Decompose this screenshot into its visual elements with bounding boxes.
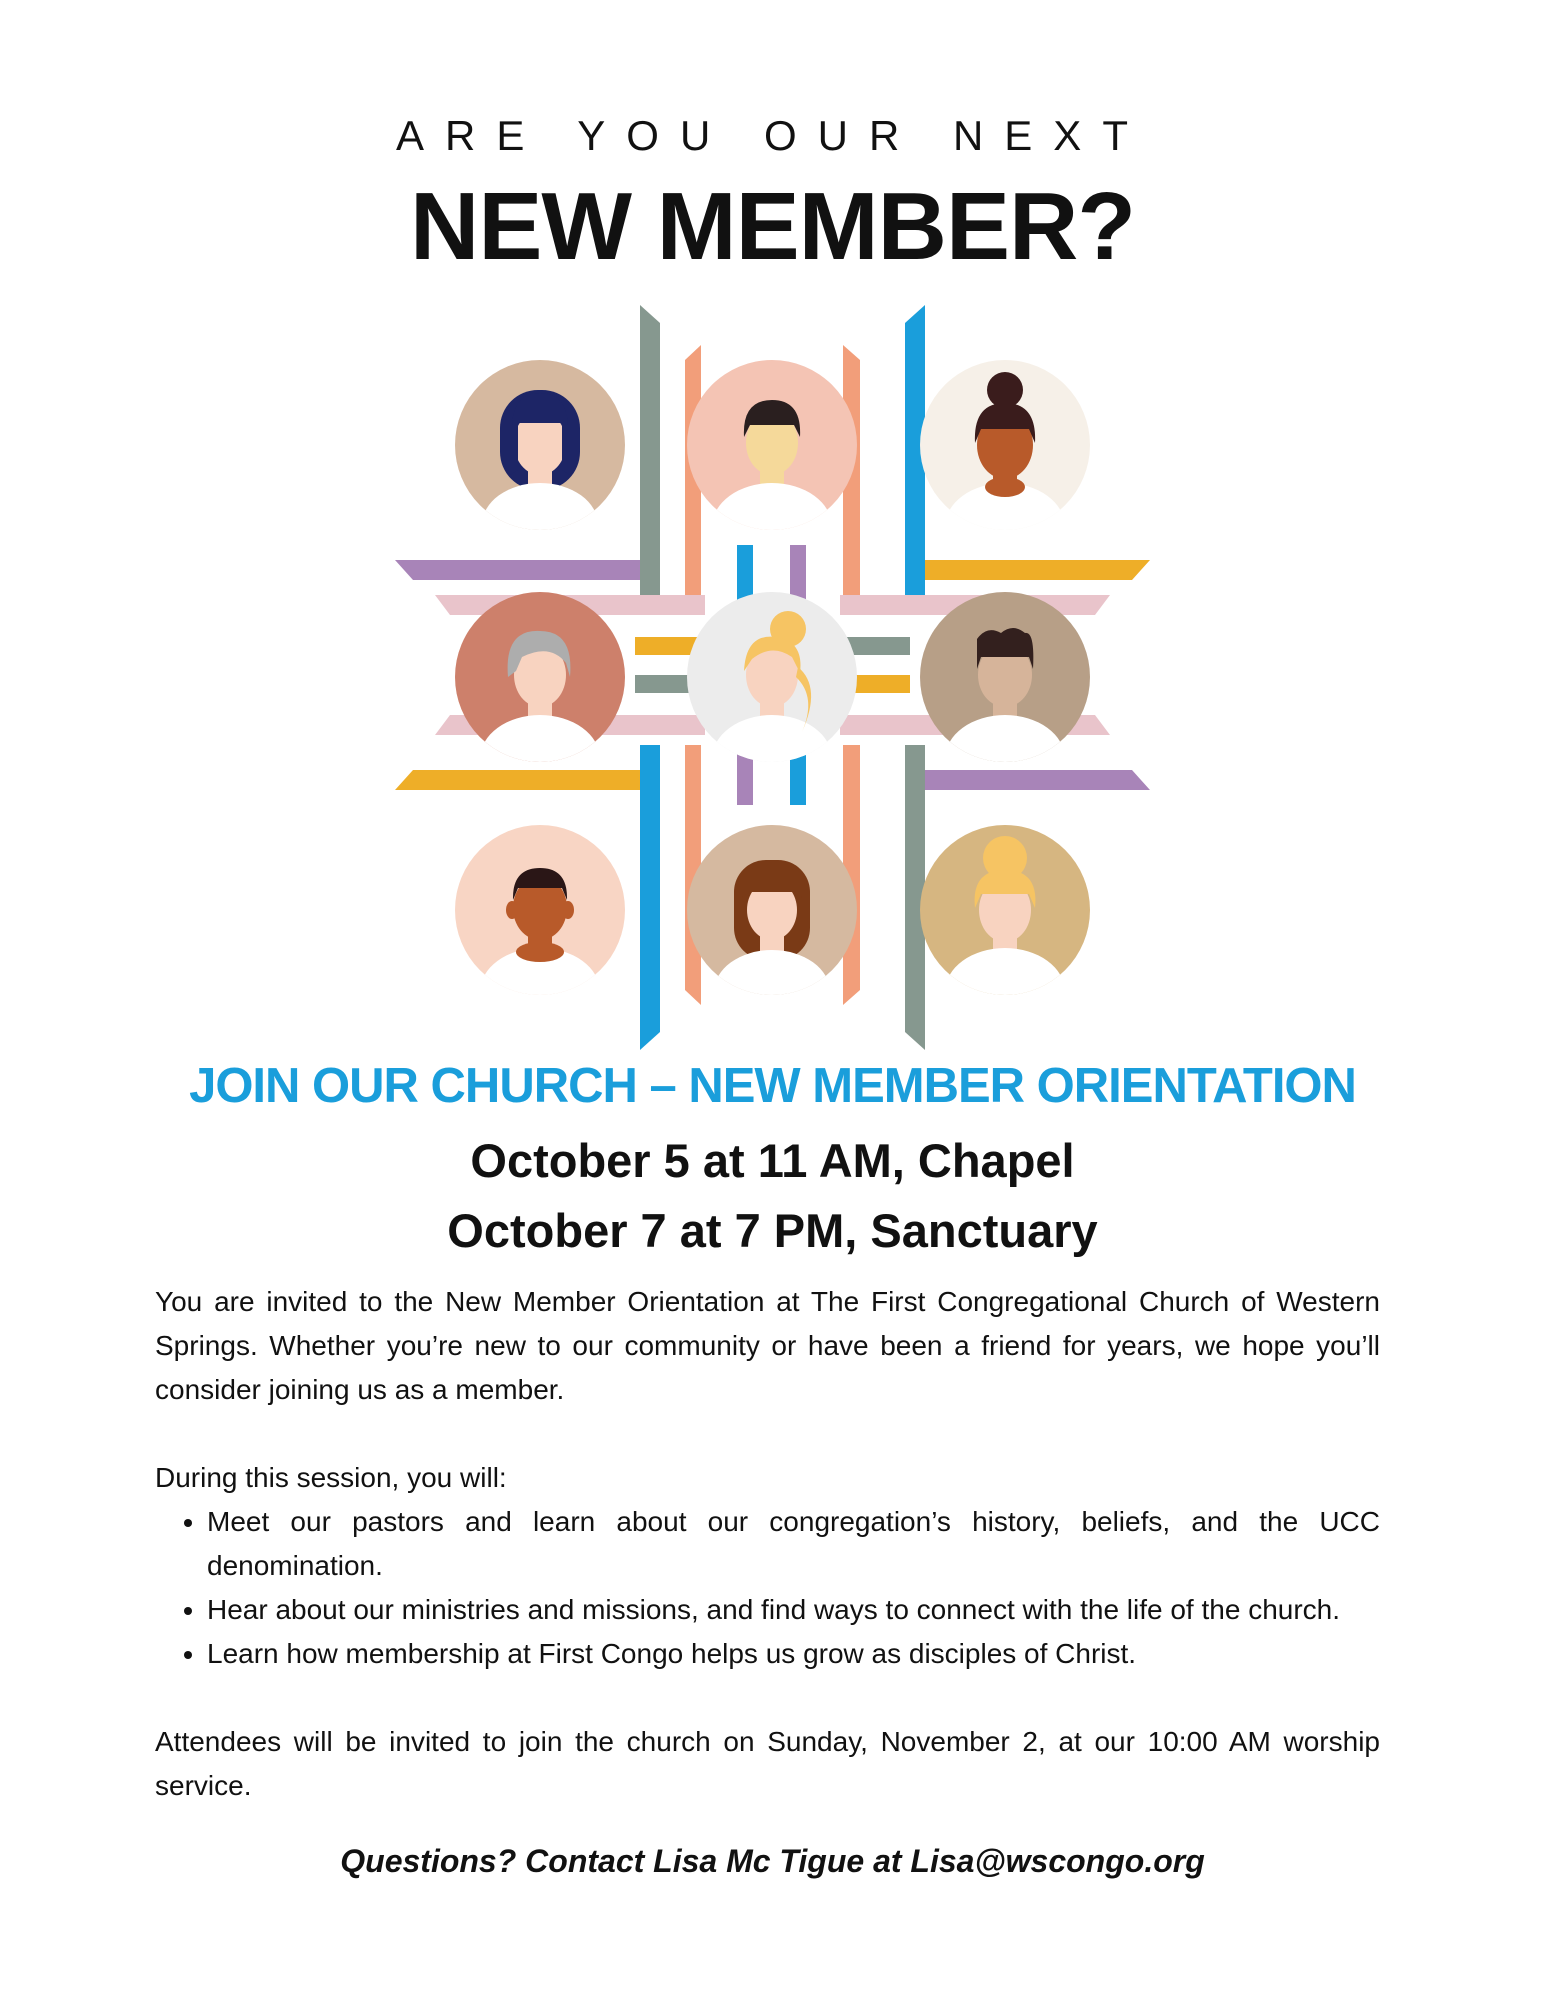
avatar-woman-bun bbox=[920, 360, 1090, 571]
headline-kicker: ARE YOU OUR NEXT bbox=[396, 112, 1149, 159]
avatar-woman-navy-hair bbox=[455, 360, 625, 567]
ribbon-blue-bottom bbox=[640, 745, 660, 1050]
session-bullets bbox=[155, 1500, 1380, 1676]
avatar-woman-blonde-bun bbox=[920, 825, 1090, 1036]
list-item: • Learn how membership at First Congo helps us grow as disciples of Christ. bbox=[207, 1632, 1380, 1676]
ribbon-teal-top bbox=[640, 305, 660, 610]
event-title: JOIN OUR CHURCH – NEW MEMBER ORIENTATION bbox=[189, 1059, 1356, 1113]
list-intro: During this session, you will: bbox=[155, 1462, 507, 1493]
avatar-man-dark-hair bbox=[687, 360, 857, 571]
spacer bbox=[155, 1676, 1380, 1720]
avatar-woman-blonde-ponytail bbox=[687, 592, 857, 803]
body-text bbox=[155, 1280, 1380, 1808]
intro-paragraph: You are invited to the New Member Orientation at The First Congregational Church of Western Springs. Whether you’re new to our community or have been a friend for years, we hope you’ll consider joining us as a member. bbox=[155, 1286, 1380, 1405]
closing-paragraph: Attendees will be invited to join the church on Sunday, November 2, at our 10:00 AM worship service. bbox=[155, 1726, 1380, 1801]
ribbon-gold-left-bottom bbox=[395, 770, 640, 790]
ribbon-gold-right-top bbox=[925, 560, 1150, 580]
avatar-man-short-hair bbox=[455, 825, 625, 1036]
page-title: NEW MEMBER? bbox=[410, 173, 1135, 280]
diverse-member-avatars-cross bbox=[395, 305, 1150, 1050]
contact-line: Questions? Contact Lisa Mc Tigue at Lisa@wscongo.org bbox=[340, 1843, 1205, 1879]
list-item: • Meet our pastors and learn about our congregation’s history, beliefs, and the UCC denomination. bbox=[207, 1500, 1380, 1588]
session-2: October 7 at 7 PM, Sanctuary bbox=[447, 1204, 1098, 1257]
ribbon-purple-left-top bbox=[395, 560, 640, 580]
spacer bbox=[155, 1412, 1380, 1456]
avatar-woman-brown-hair bbox=[687, 825, 857, 1034]
list-item: • Hear about our ministries and missions, and find ways to connect with the life of the church. bbox=[207, 1588, 1380, 1632]
ribbon-purple-right-bottom bbox=[925, 770, 1150, 790]
session-1: October 5 at 11 AM, Chapel bbox=[470, 1134, 1075, 1187]
